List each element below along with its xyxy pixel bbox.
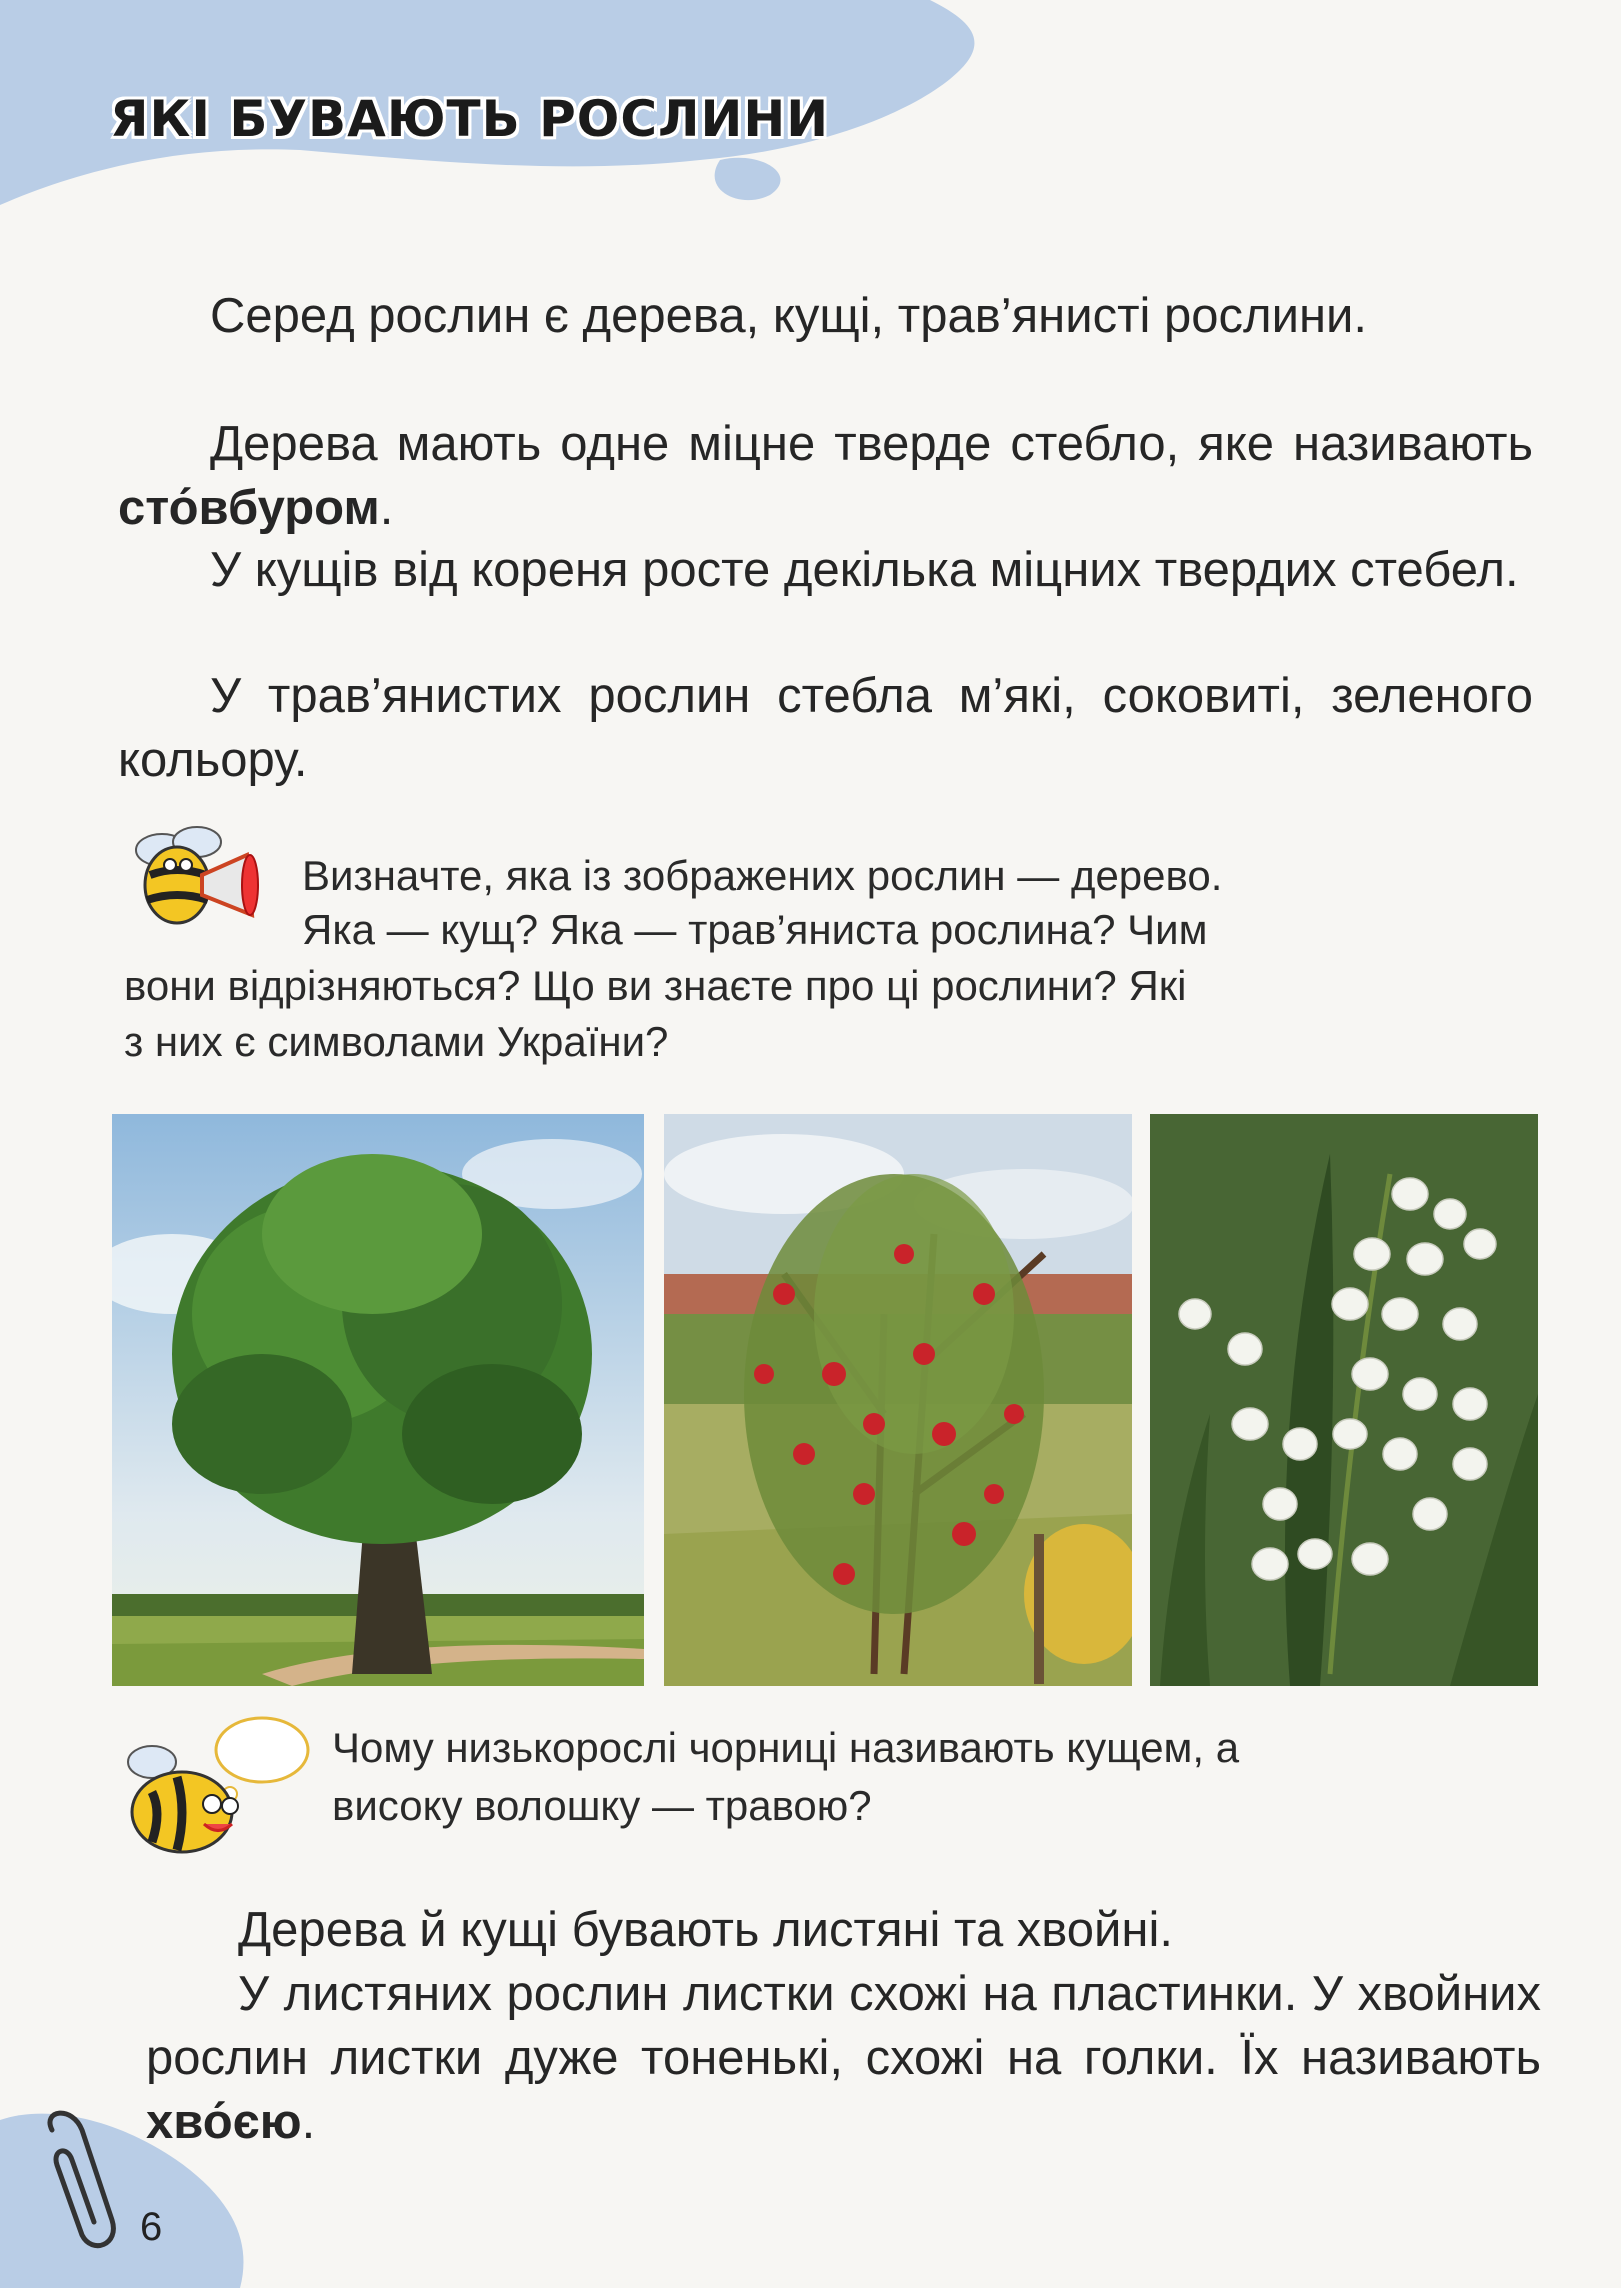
- task-line: Яка — кущ? Яка — трав’яниста рослина? Чим: [302, 906, 1208, 953]
- oak-tree-photo: [112, 1114, 644, 1686]
- rowan-bush-photo: [664, 1114, 1132, 1686]
- paragraph: Дерева мають одне міцне тверде стебло, яке називають сто́вбуром.: [118, 417, 1533, 535]
- paperclip-icon: [22, 2110, 122, 2260]
- task-line: Визначте, яка із зображених рослин — дерево.: [302, 852, 1223, 899]
- page-title: ЯКІ БУВАЮТЬ РОСЛИНИ: [110, 90, 830, 148]
- page-number: 6: [140, 2205, 163, 2249]
- term-khvoya: хво́єю: [146, 2095, 302, 2149]
- paragraph: У кущів від кореня росте декілька міцних твердих стебел.: [210, 543, 1519, 597]
- lily-of-the-valley-photo: [1150, 1114, 1538, 1686]
- bee-thinking-icon: [112, 1712, 312, 1862]
- bee-megaphone-icon: [122, 820, 272, 940]
- task-line: високу волошку — травою?: [332, 1782, 872, 1829]
- task-line: Чому низькорослі чорниці називають кущем, а: [332, 1724, 1240, 1771]
- paragraph: Дерева й кущі бувають листяні та хвойні.: [238, 1903, 1173, 1957]
- term-stovbur: сто́вбуром: [118, 481, 380, 535]
- task-line: з них є символами України?: [124, 1018, 669, 1065]
- task-line: вони відрізняються? Що ви знаєте про ці рослини? Які: [124, 962, 1187, 1009]
- paragraph: У листяних рослин листки схожі на пластинки. У хвойних рослин листки дуже тоненькі, схожі на голки. Їх називають хво́єю.: [146, 1967, 1541, 2149]
- paragraph: Серед рослин є дерева, кущі, трав’янисті рослини.: [210, 289, 1368, 343]
- paragraph: У трав’янистих рослин стебла м’які, соковиті, зеленого кольору.: [118, 669, 1533, 787]
